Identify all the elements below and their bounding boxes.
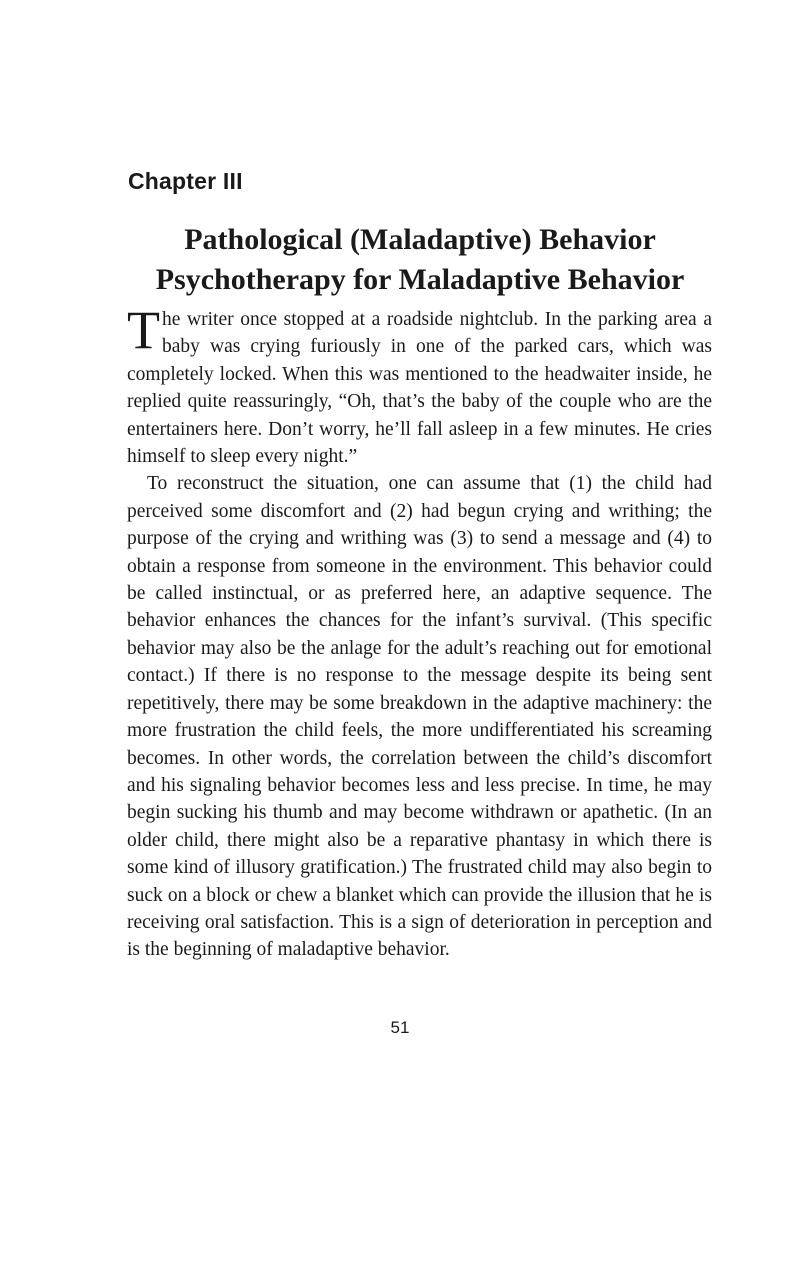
chapter-title: Pathological (Maladaptive) Behavior (184, 223, 656, 256)
chapter-label: Chapter III (128, 168, 243, 194)
page-number: 51 (390, 1018, 410, 1037)
chapter-subtitle: Psychotherapy for Maladaptive Behavior (155, 263, 685, 296)
body-text (127, 300, 712, 964)
paragraph-1-text: he writer once stopped at a roadside nightclub. In the parking area a baby was crying furiously in one of the parked cars, which was completely locked. When this was mentioned to the headwaiter inside, he replied quite reassuringly, “Oh, that’s the baby of the couple who are the entertainers here. Don’t worry, he’ll fall asleep in a few minutes. He cries himself to sleep every night.” (127, 309, 712, 468)
paragraph-2: To reconstruct the situation, one can assume that (1) the child had perceived some discomfort and (2) had begun crying and writhing; the purpose of the crying and writhing was (3) to send a message and (4) to obtain a response from someone in the environment. This behavior could be called instinctual, or as preferred here, an adaptive sequence. The behavior enhances the chances for the infant’s survival. (This specific behavior may also be the anlage for the adult’s reaching out for emotional contact.) If there is no response to the message despite its being sent repetitively, there may be some breakdown in the adaptive machinery: the more frustration the child feels, the more undifferentiated his screaming becomes. In other words, the correlation between the child’s discomfort and his signaling behavior becomes less and less precise. In time, he may begin sucking his thumb and may become withdrawn or apathetic. (In an older child, there might also be a reparative phantasy in which there is some kind of illusory gratification.) The frustrated child may also begin to suck on a block or chew a blanket which can provide the illusion that he is receiving oral satisfaction. This is a sign of deterioration in perception and is the beginning of maladaptive behavior. (127, 473, 712, 961)
paragraph-1 (127, 300, 712, 470)
drop-cap: T (127, 300, 160, 360)
chapter-titles (100, 220, 740, 300)
